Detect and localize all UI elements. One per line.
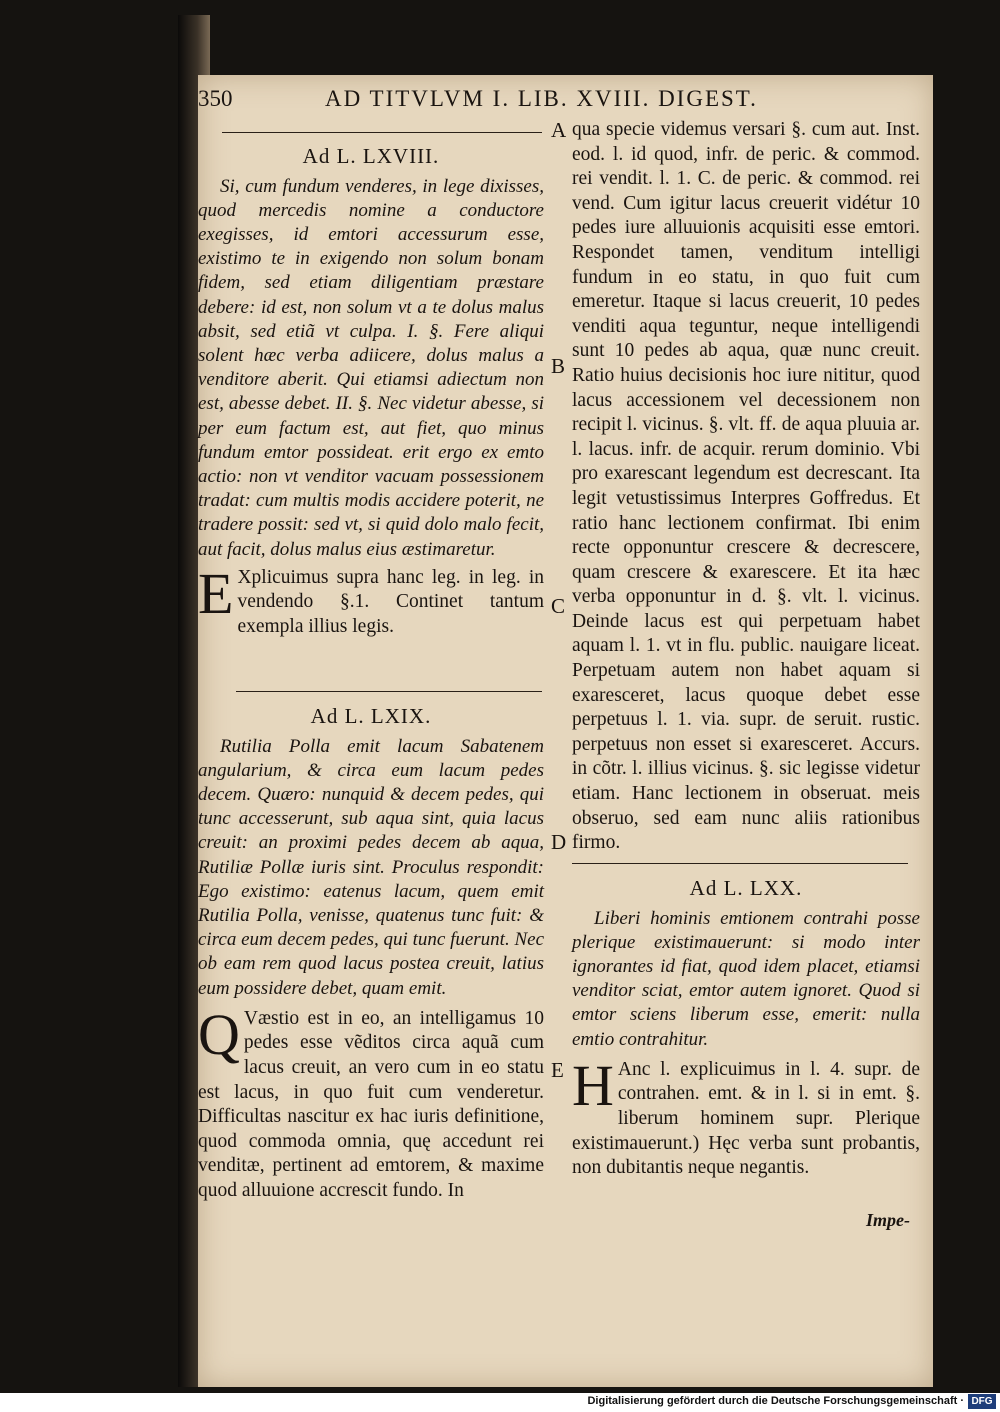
margin-letter-a: A xyxy=(551,118,567,142)
commentary-69-text: Væstio est in eo, an intelligamus 10 pedes esse vẽditos circa aquã cum lacus creuit, an vero cum in eo statu est lacus, in quo fuit cum venderetur. Difficultas nascitur ex hac iuris definitione, quod commoda omnia, quę accedunt rei venditæ, pertinent ad emtorem, & maxime quod alluuione accrescit fundo. In xyxy=(198,1007,544,1201)
margin-letter-e: E xyxy=(551,1058,564,1082)
running-head: AD TITVLVM I. LIB. XVIII. DIGEST. xyxy=(325,86,758,111)
lex-text-68: Si, cum fundum venderes, in lege dixisses, quod mercedis nomine a conductore exegisses, id emtori accessurum esse, existimo te in exigendo non solum bonam fidem, sed etiam diligentiam præstare debere: id est, non solum vt a te dolus malus absit, sed etiã vt culpa. I. §. Fere aliqui solent hæc verba adiicere, dolus malus a venditore aberit. Qui etiamsi adiectum non est, abesse debet. II. §. Nec videtur abesse, si per eum factum est, aut fiet, quo minus fundum emtor possideat. erit ergo ex emto actio: non vt venditor vacuam possessionem tradat: cum multis modis accidere poterit, ne tradere possit: sed vt, si quid dolo malo fecit, aut facit, dolus malus eius æstimaretur. xyxy=(198,175,544,560)
right-column xyxy=(572,118,920,856)
commentary-70 xyxy=(572,1052,920,1181)
dfg-logo-icon: DFG xyxy=(968,1394,996,1409)
commentary-69 xyxy=(198,1001,544,1204)
section-heading-68: Ad L. LXVIII. xyxy=(302,144,440,168)
continuation-text: qua specie videmus versari §. cum aut. Inst. eod. l. id quod, infr. de peric. & commod. rei vendit. l. 1. C. de peric. & commod. rei vend. Cum igitur lacus creuerit vidétur 10 pedes iure alluuionis acquisiti esse emtori. Respondet tamen, venditum intelligi fundum in eo statu, in quo fuit cum emeretur. Itaque si lacus creuerit, 10 pedes venditi aqua teguntur, neque intelligendi sunt 10 pedes ab aqua, quæ nunc creuit. Ratio huius decisionis hoc iure nititur, quod lacus accessionem vel decessionem non recipit l. vicinus. §. vlt. ff. de aqua pluuia ar. l. lacus. infr. de acquir. rerum dominio. Vbi pro exarescant legendum est decrescant. Ita legit vetustissimus Interpres Goffredus. Et ratio hanc lectionem confirmat. Ibi enim recte opponuntur crescere & decrescere, quam crescere & exarescere. Et ita hæc verba opponuntur in d. §. vlt. l. vicinus. Deinde lacus est qui perpetuam habet aquam l. 1. vt in flu. public. nauigare liceat. Perpetuam autem non habet aquam si exaresceret, lacus quoque debet esse perpetuus l. 1. via. supr. de seruit. rustic. perpetuus non esset si exaresceret. Accurs. in cõtr. l. illius vicinus. §. sic legisse videtur etiam. Hanc lectionem in obseruat. meis obseruo, sed eam nunc aliis rationibus firmo. xyxy=(572,119,920,854)
right-column-lower xyxy=(572,876,920,1181)
section-heading-69: Ad L. LXIX. xyxy=(310,704,432,728)
dropcap-e: E xyxy=(198,560,234,626)
page-number: 350 xyxy=(198,86,233,111)
margin-letter-c: C xyxy=(551,594,566,618)
dropcap-h: H xyxy=(572,1052,614,1118)
commentary-68 xyxy=(198,560,544,640)
commentary-68-text: Xplicuimus supra hanc leg. in leg. in vendendo §.1. Continet tantum exempla illius legis. xyxy=(237,566,544,638)
margin-letter-b: B xyxy=(551,354,566,378)
margin-letter-d: D xyxy=(551,830,567,854)
left-column xyxy=(198,144,544,640)
catchword: Impe- xyxy=(866,1210,910,1230)
lex-text-70: Liberi hominis emtionem contrahi posse plerique existimauerunt: si modo inter ignorantes id fiat, quod idem placet, etiamsi venditor sciat, emtor autem ignoret. Quod si emtor sciens liberum esse, emerit: nulla emtio contrahitur. xyxy=(572,907,920,1050)
footer-bar xyxy=(580,1393,1000,1412)
section-heading-70: Ad L. LXX. xyxy=(689,876,803,900)
section-rule-69 xyxy=(236,691,542,692)
lex-text-69: Rutilia Polla emit lacum Sabatenem angularium, & circa eum lacum pedes decem. Quæro: nunquid & decem pedes, qui tunc accesserunt, sub aqua sint, quia lacus creuit: an proximi pedes decem ab aqua, Rutiliæ Pollæ iuris sint. Proculus respondit: Ego existimo: eatenus lacum, quem emit Rutilia Polla, venisse, quatenus tunc fuit: & circa eum decem pedes, qui tunc fuerunt. Nec ob eam rem quod lacus postea creuit, latius eum possidere debet, quam emit. xyxy=(198,735,544,999)
footer-text: Digitalisierung gefördert durch die Deutsche Forschungsgemeinschaft · xyxy=(587,1395,964,1407)
commentary-70-text: Anc l. explicuimus in l. 4. supr. de contrahen. emt. & in l. si in emt. §. liberum hominem supr. Plerique existimauerunt.) Hęc verba sunt probantis, non dubitantis neque negantis. xyxy=(572,1058,920,1179)
section-rule-70 xyxy=(572,863,908,864)
left-column-lower xyxy=(198,704,544,1204)
dropcap-q: Q xyxy=(198,1001,240,1067)
header-rule-left xyxy=(222,132,542,133)
